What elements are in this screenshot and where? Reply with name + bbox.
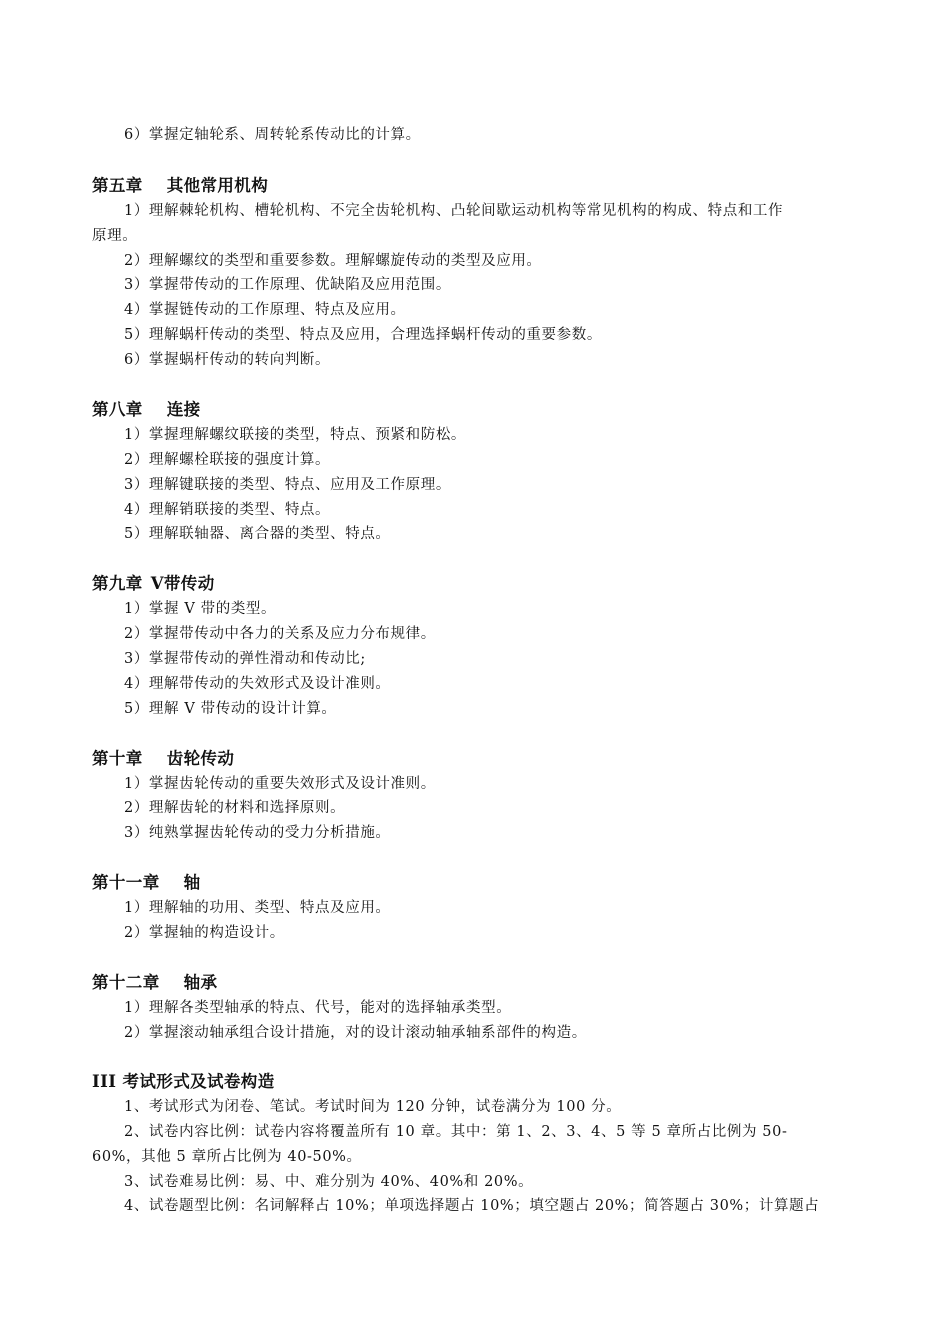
ch5-item-5: 5）理解蜗杆传动的类型、特点及应用，合理选择蜗杆传动的重要参数。: [124, 327, 602, 343]
ch9-item-3: 3）掌握带传动的弹性滑动和传动比;: [124, 651, 366, 667]
ch8-item-4: 4）理解销联接的类型、特点。: [124, 502, 331, 518]
chapter-12-number: 第十二章: [92, 973, 160, 992]
ch5-item-4: 4）掌握链传动的工作原理、特点及应用。: [124, 302, 406, 318]
exam-section-heading: III 考试形式及试卷构造: [92, 1072, 275, 1091]
exam-item-2: 2、试卷内容比例：试卷内容将覆盖所有 10 章。其中：第 1、2、3、4、5 等 5 章所占比例为 50-: [124, 1124, 788, 1140]
ch9-item-5: 5）理解 V 带传动的设计计算。: [124, 701, 337, 717]
ch5-item-1: 1）理解棘轮机构、槽轮机构、不完全齿轮机构、凸轮间歇运动机构等常见机构的构成、特点和工作: [124, 203, 784, 219]
chapter-11-heading: [92, 873, 201, 893]
chapter-12-title: 轴承: [183, 973, 218, 992]
ch5-item-3: 3）掌握带传动的工作原理、优缺陷及应用范围。: [124, 277, 451, 293]
exam-item-1: 1、考试形式为闭卷、笔试。考试时间为 120 分钟，试卷满分为 100 分。: [124, 1099, 622, 1115]
exam-item-3: 3、试卷难易比例：易、中、难分别为 40%、40%和 20%。: [124, 1174, 534, 1190]
exam-item-4: 4、试卷题型比例：名词解释占 10%；单项选择题占 10%；填空题占 20%；简答题占 30%；计算题占: [124, 1198, 820, 1214]
ch9-item-2: 2）掌握带传动中各力的关系及应力分布规律。: [124, 626, 436, 642]
chapter-5-title: 其他常用机构: [166, 176, 269, 195]
ch8-item-2: 2）理解螺栓联接的强度计算。: [124, 452, 331, 468]
ch8-item-1: 1）掌握理解螺纹联接的类型，特点、预紧和防松。: [124, 427, 467, 443]
ch5-item-2: 2）理解螺纹的类型和重要参数。理解螺旋传动的类型及应用。: [124, 253, 542, 269]
ch10-item-3: 3）纯熟掌握齿轮传动的受力分析措施。: [124, 825, 391, 841]
ch5-item-1-cont: 原理。: [92, 228, 138, 244]
chapter-12-heading: [92, 973, 217, 993]
chapter-8-number: 第八章: [92, 400, 143, 419]
chapter-11-title: 轴: [183, 873, 201, 892]
ch9-item-4: 4）理解带传动的失效形式及设计准则。: [124, 676, 391, 692]
ch11-item-2: 2）掌握轴的构造设计。: [124, 925, 285, 941]
chapter-9-heading: [92, 574, 215, 594]
ch10-item-1: 1）掌握齿轮传动的重要失效形式及设计准则。: [124, 776, 436, 792]
ch5-item-6: 6）掌握蜗杆传动的转向判断。: [124, 352, 331, 368]
chapter-10-heading: [92, 749, 234, 769]
chapter-11-number: 第十一章: [92, 873, 160, 892]
chapter-9-title: V带传动: [150, 574, 215, 593]
chapter-5-number: 第五章: [92, 176, 143, 195]
ch11-item-1: 1）理解轴的功用、类型、特点及应用。: [124, 900, 391, 916]
chapter-8-title: 连接: [166, 400, 201, 419]
exam-item-2-cont: 60%，其他 5 章所占比例为 40-50%。: [92, 1149, 362, 1165]
chapter-9-number: 第九章: [92, 574, 143, 593]
ch9-item-1: 1）掌握 V 带的类型。: [124, 601, 277, 617]
chapter-5-heading: [92, 176, 268, 196]
ch10-item-2: 2）理解齿轮的材料和选择原则。: [124, 800, 346, 816]
chapter-10-title: 齿轮传动: [166, 749, 235, 768]
chapter-8-heading: [92, 400, 201, 420]
ch4-item-6: 6）掌握定轴轮系、周转轮系传动比的计算。: [124, 127, 421, 143]
ch8-item-5: 5）理解联轴器、离合器的类型、特点。: [124, 526, 391, 542]
chapter-10-number: 第十章: [92, 749, 143, 768]
ch12-item-1: 1）理解各类型轴承的特点、代号，能对的选择轴承类型。: [124, 1000, 512, 1016]
ch8-item-3: 3）理解键联接的类型、特点、应用及工作原理。: [124, 477, 451, 493]
ch12-item-2: 2）掌握滚动轴承组合设计措施，对的设计滚动轴承轴系部件的构造。: [124, 1025, 587, 1041]
